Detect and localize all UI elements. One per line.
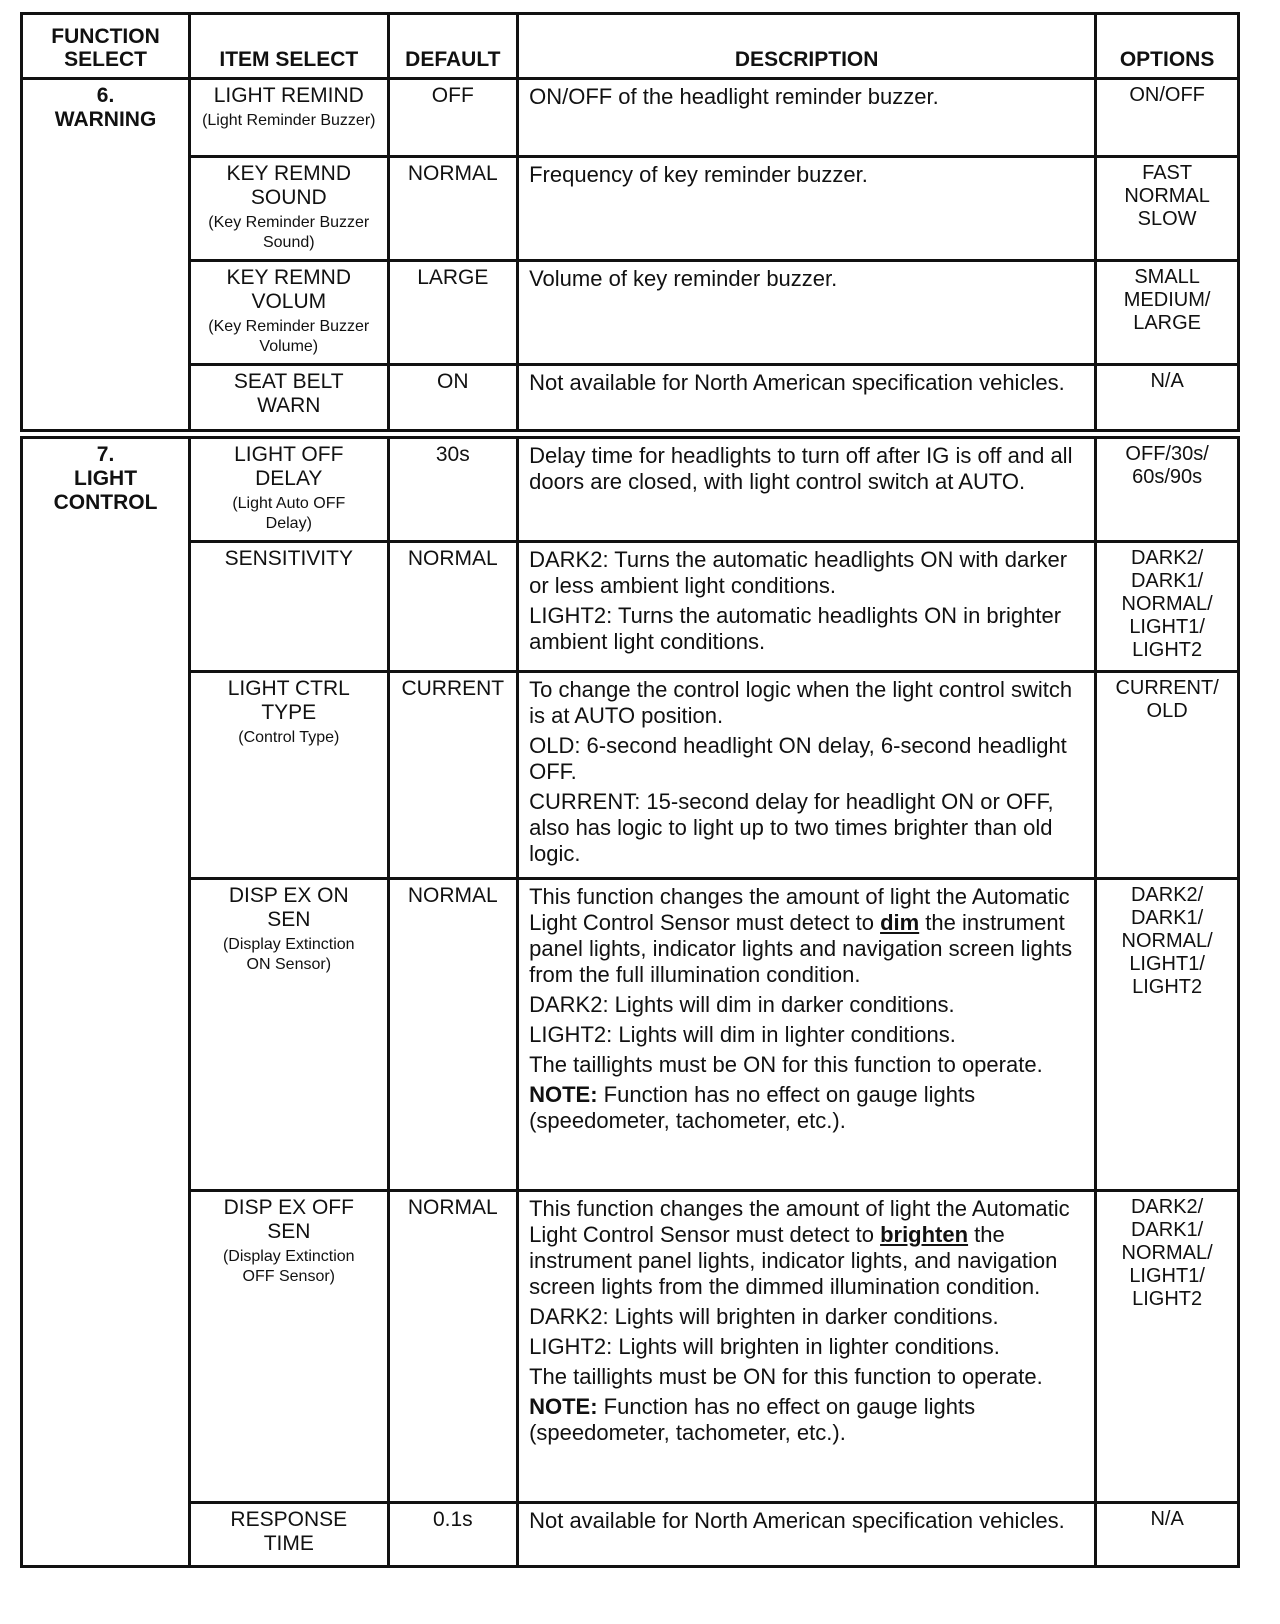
note-label: NOTE: bbox=[529, 1394, 598, 1419]
description-text-part: the instrument panel lights, indicator lights, and navigation screen lights from the dimmed illumination condition. bbox=[529, 1222, 1058, 1299]
separator-cell bbox=[22, 431, 1239, 438]
description-cell bbox=[518, 438, 1096, 542]
header-description: DESCRIPTION bbox=[518, 14, 1096, 79]
description-text-part: the instrument panel lights, indicator lights and navigation screen lights from the full illumination condition. bbox=[529, 910, 1073, 987]
default-value: NORMAL bbox=[388, 157, 518, 261]
default-value: 0.1s bbox=[388, 1503, 518, 1567]
item-name: LIGHT CTRL TYPE bbox=[227, 677, 350, 724]
item-subtitle: (Key Reminder Buzzer Volume) bbox=[208, 318, 370, 355]
item-name: RESPONSE TIME bbox=[230, 1508, 348, 1555]
emphasized-word: dim bbox=[880, 910, 920, 935]
note-text bbox=[529, 1394, 1084, 1446]
description-text: Not available for North American specification vehicles. bbox=[529, 370, 1065, 395]
function-name: LIGHT CONTROL bbox=[53, 467, 158, 514]
table-row bbox=[22, 542, 1239, 672]
description-text: LIGHT2: Lights will brighten in lighter conditions. bbox=[529, 1334, 1000, 1359]
item-subtitle: (Control Type) bbox=[238, 729, 340, 746]
description-text: LIGHT2: Lights will dim in lighter conditions. bbox=[529, 1022, 956, 1047]
description-cell bbox=[518, 157, 1096, 261]
options-value: OFF/30s/ 60s/90s bbox=[1096, 438, 1239, 542]
item-cell bbox=[190, 879, 388, 1191]
options-value: CURRENT/ OLD bbox=[1096, 672, 1239, 879]
item-cell bbox=[190, 261, 388, 365]
note-text bbox=[529, 1082, 1084, 1134]
item-name: KEY REMND SOUND bbox=[226, 162, 352, 209]
header-function-select: FUNCTION SELECT bbox=[22, 14, 190, 79]
table-row bbox=[22, 365, 1239, 431]
item-cell bbox=[190, 365, 388, 431]
default-value: NORMAL bbox=[388, 1191, 518, 1503]
item-cell bbox=[190, 1503, 388, 1567]
function-group-light-control bbox=[22, 438, 190, 1567]
table-row bbox=[22, 879, 1239, 1191]
options-value: DARK2/ DARK1/ NORMAL/ LIGHT1/ LIGHT2 bbox=[1096, 1191, 1239, 1503]
table-row bbox=[22, 79, 1239, 157]
options-value: N/A bbox=[1096, 365, 1239, 431]
item-subtitle: (Display Extinction OFF Sensor) bbox=[222, 1248, 355, 1285]
default-value: CURRENT bbox=[388, 672, 518, 879]
table-row bbox=[22, 438, 1239, 542]
description-text: Volume of key reminder buzzer. bbox=[529, 266, 838, 291]
default-value: LARGE bbox=[388, 261, 518, 365]
options-value: DARK2/ DARK1/ NORMAL/ LIGHT1/ LIGHT2 bbox=[1096, 879, 1239, 1191]
description-text bbox=[529, 1196, 1084, 1300]
description-text: Frequency of key reminder buzzer. bbox=[529, 162, 868, 187]
options-value: ON/OFF bbox=[1096, 79, 1239, 157]
header-default: DEFAULT bbox=[388, 14, 518, 79]
settings-table-sheet bbox=[20, 12, 1240, 1568]
item-name: LIGHT OFF DELAY bbox=[234, 443, 344, 490]
description-cell bbox=[518, 365, 1096, 431]
description-text: ON/OFF of the headlight reminder buzzer. bbox=[529, 84, 939, 109]
table-row bbox=[22, 157, 1239, 261]
function-group-warning bbox=[22, 79, 190, 431]
description-text-part: This function changes the amount of light the Automatic Light Control Sensor must detect to bbox=[529, 884, 1070, 935]
item-subtitle: (Light Auto OFF Delay) bbox=[232, 495, 346, 532]
item-name: SENSITIVITY bbox=[224, 547, 353, 570]
description-text bbox=[529, 884, 1084, 988]
table-row bbox=[22, 261, 1239, 365]
description-cell bbox=[518, 1191, 1096, 1503]
description-text: Not available for North American specification vehicles. bbox=[529, 1508, 1065, 1533]
function-number: 7. bbox=[96, 443, 115, 466]
description-cell bbox=[518, 542, 1096, 672]
options-value: DARK2/ DARK1/ NORMAL/ LIGHT1/ LIGHT2 bbox=[1096, 542, 1239, 672]
description-text: CURRENT: 15-second delay for headlight ON or OFF, also has logic to light up to two times brighter than old logic. bbox=[529, 789, 1054, 866]
description-cell bbox=[518, 1503, 1096, 1567]
item-cell bbox=[190, 542, 388, 672]
description-text: The taillights must be ON for this function to operate. bbox=[529, 1052, 1043, 1077]
note-body: Function has no effect on gauge lights (speedometer, tachometer, etc.). bbox=[529, 1394, 976, 1445]
header-options: OPTIONS bbox=[1096, 14, 1239, 79]
description-text: To change the control logic when the light control switch is at AUTO position. bbox=[529, 677, 1073, 728]
item-cell bbox=[190, 438, 388, 542]
table-row bbox=[22, 672, 1239, 879]
description-cell bbox=[518, 672, 1096, 879]
description-cell bbox=[518, 79, 1096, 157]
item-cell bbox=[190, 672, 388, 879]
description-text-part: This function changes the amount of light the Automatic Light Control Sensor must detect to bbox=[529, 1196, 1070, 1247]
item-subtitle: (Key Reminder Buzzer Sound) bbox=[208, 214, 370, 251]
item-cell bbox=[190, 1191, 388, 1503]
item-cell bbox=[190, 157, 388, 261]
item-name: KEY REMND VOLUM bbox=[226, 266, 352, 313]
function-number: 6. bbox=[96, 84, 115, 107]
item-cell bbox=[190, 79, 388, 157]
item-name: SEAT BELT WARN bbox=[233, 370, 344, 417]
note-label: NOTE: bbox=[529, 1082, 598, 1107]
options-value: FAST NORMAL SLOW bbox=[1096, 157, 1239, 261]
description-text: Delay time for headlights to turn off after IG is off and all doors are closed, with light control switch at AUTO. bbox=[529, 443, 1073, 494]
item-name: DISP EX ON SEN bbox=[228, 884, 349, 931]
function-name: WARNING bbox=[54, 108, 157, 131]
header-item-select: ITEM SELECT bbox=[190, 14, 388, 79]
description-text: DARK2: Turns the automatic headlights ON with darker or less ambient light conditions. bbox=[529, 547, 1068, 598]
group-separator bbox=[22, 431, 1239, 438]
default-value: NORMAL bbox=[388, 879, 518, 1191]
default-value: NORMAL bbox=[388, 542, 518, 672]
header-row bbox=[22, 14, 1239, 79]
description-text: OLD: 6-second headlight ON delay, 6-second headlight OFF. bbox=[529, 733, 1067, 784]
function-select-table bbox=[20, 12, 1240, 1568]
emphasized-word: brighten bbox=[880, 1222, 969, 1247]
table-row bbox=[22, 1191, 1239, 1503]
description-cell bbox=[518, 879, 1096, 1191]
default-value: ON bbox=[388, 365, 518, 431]
default-value: 30s bbox=[388, 438, 518, 542]
item-subtitle: (Display Extinction ON Sensor) bbox=[222, 936, 355, 973]
options-value: SMALL MEDIUM/ LARGE bbox=[1096, 261, 1239, 365]
item-subtitle: (Light Reminder Buzzer) bbox=[202, 112, 376, 129]
description-text: DARK2: Lights will dim in darker conditions. bbox=[529, 992, 955, 1017]
description-cell bbox=[518, 261, 1096, 365]
description-text: DARK2: Lights will brighten in darker conditions. bbox=[529, 1304, 999, 1329]
item-name: LIGHT REMIND bbox=[213, 84, 364, 107]
note-body: Function has no effect on gauge lights (speedometer, tachometer, etc.). bbox=[529, 1082, 976, 1133]
item-name: DISP EX OFF SEN bbox=[223, 1196, 354, 1243]
description-text: LIGHT2: Turns the automatic headlights ON in brighter ambient light conditions. bbox=[529, 603, 1062, 654]
options-value: N/A bbox=[1096, 1503, 1239, 1567]
default-value: OFF bbox=[388, 79, 518, 157]
table-row bbox=[22, 1503, 1239, 1567]
description-text: The taillights must be ON for this function to operate. bbox=[529, 1364, 1043, 1389]
